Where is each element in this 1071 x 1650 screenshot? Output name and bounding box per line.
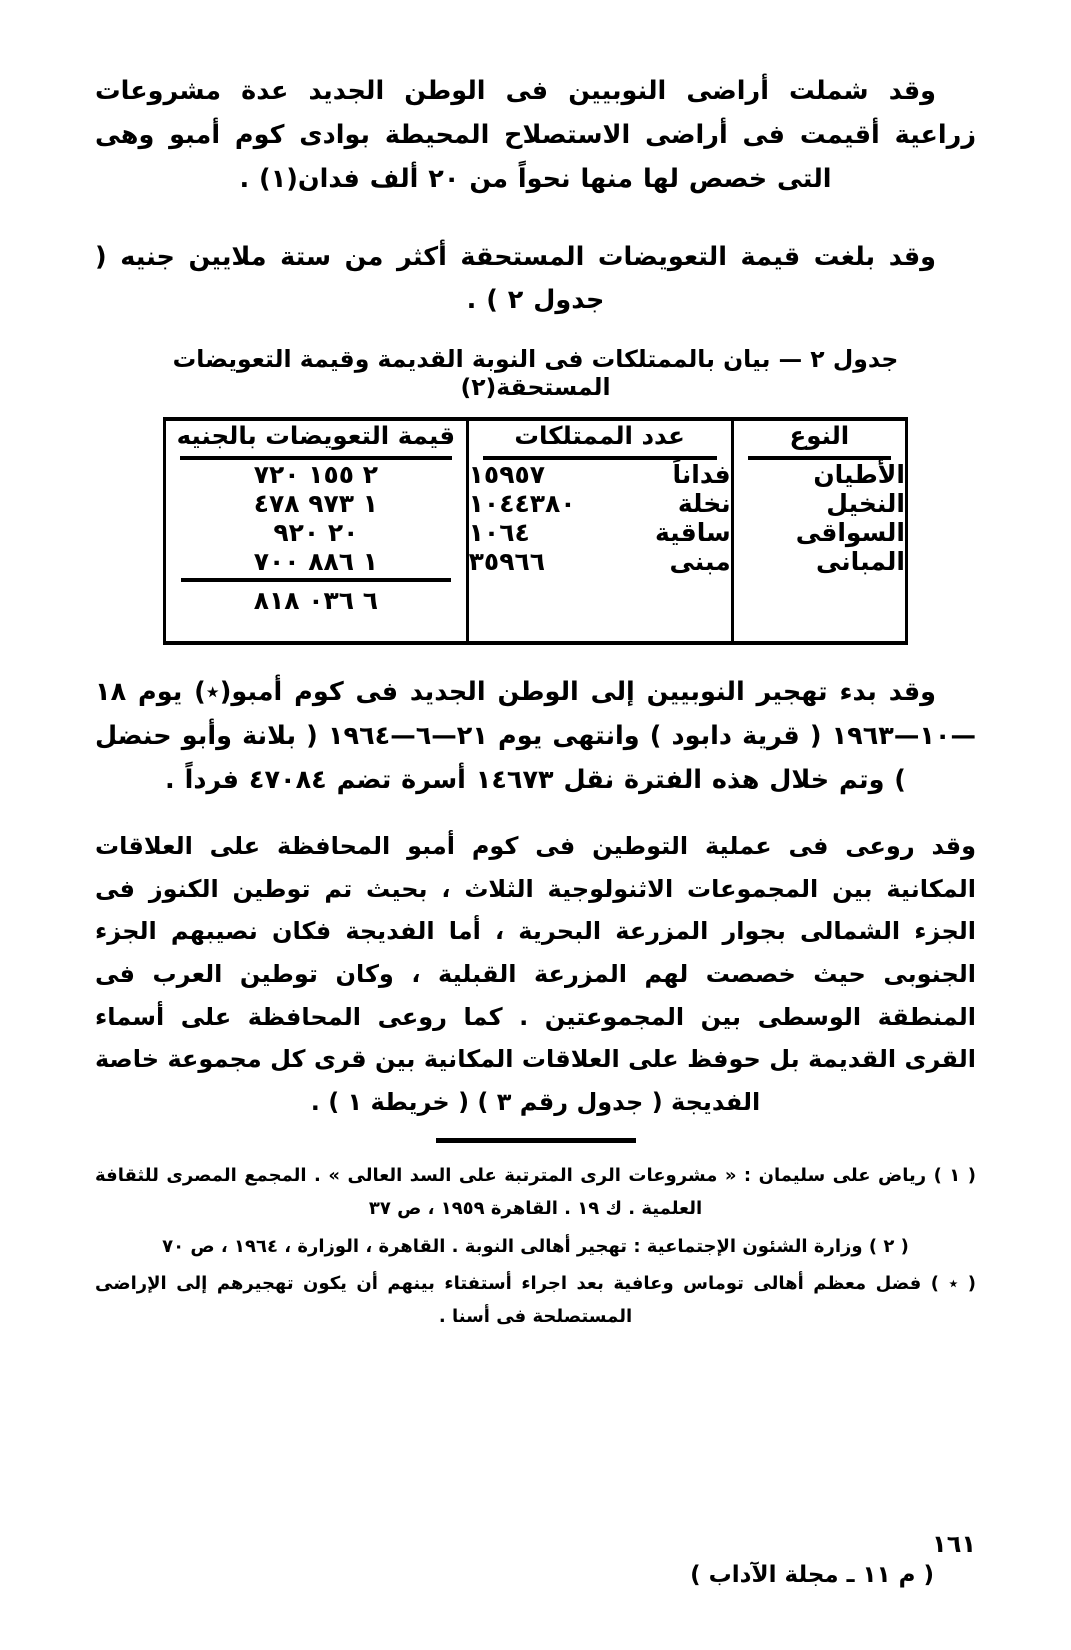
paragraph-3: وقد بدء تهجير النوبيين إلى الوطن الجديد فى كوم أمبو(٭) يوم ١٨—١٠—١٩٦٣ ( قرية دابود ) وانتهى يوم ٢١—٦—١٩٦٤ ( بلانة وأبو حنضل ) وتم خلال هذه الفترة نقل ١٤٦٧٣ أسرة تضم ٤٧٠٨٤ فرداً . [95,677,976,796]
cell-count-number: ٣٥٩٦٦ [468,547,545,577]
spacer-cell-count [467,615,732,641]
footnote-asterisk: ( ٭ ) فضل معظم أهالى توماس وعافية بعد اجراء أستفتاء بينهم أن يكون تهجيرهم إلى الإراضى المستصلحة فى أسنا . [95,1272,976,1328]
cell-value-number: ٢٠ ٩٢٠ [273,518,359,548]
page-number: ١٦١ [932,1530,976,1558]
table-row [166,489,905,518]
cell-value-number: ٢ ١٥٥ ٧٢٠ [253,460,378,490]
cell-type: السواقى [732,518,905,547]
paragraph-1: وقد شملت أراضى النوبيين فى الوطن الجديد عدة مشروعات زراعية أقيمت فى أراضى الاستصلاح المحيطة بوادى كوم أمبو وهى التى خصص لها منها نحواً من ٢٠ ألف فدان(١) . [95,76,976,194]
cell-type: المبانى [732,547,905,576]
footnote-1: ( ١ ) رياض على سليمان : « مشروعات الرى المترتبة على السد العالى » . المجمع المصرى للثقافة العلمية . ك ١٩ . القاهرة ١٩٥٩ ، ص ٣٧ [95,1164,976,1220]
header-count-label: عدد الممتلكات [514,421,685,451]
cell-value [166,547,467,576]
cell-count-number: ١٠٤٤٣٨٠ [468,489,576,519]
cell-count-unit: مبنى [669,547,731,577]
table-row [166,460,905,489]
cell-count [467,489,732,518]
cell-total-type-blank [732,576,905,615]
paragraph-4: وقد روعى فى عملية التوطين فى كوم أمبو المحافظة على العلاقات المكانية بين المجموعات الاثنولوجية الثلاث ، بحيث تم توطين الكنوز فى الجزء الشمالى بجوار المزرعة البحرية ، أما الفديجة فكان نصيبهم الجزء الجنوبى حيث خصصت لهم المزرعة القبلية ، وكان توطين العرب فى المنطقة الوسطى بين المجموعتين . كما روعى المحافظة على أسماء القرى القديمة بل حوفظ على العلاقات المكانية بين قرى كل مجموعة خاصة الفديجة ( جدول رقم ٣ ) ( خريطة ١ ) . [95,831,976,1117]
footnote-divider [436,1138,636,1143]
cell-type: النخيل [732,489,905,518]
header-value [166,421,467,460]
cell-count-unit: نخلة [677,489,731,519]
spacer-cell-value [166,615,467,641]
cell-value-number: ١ ٩٧٣ ٤٧٨ [253,489,378,519]
cell-value [166,489,467,518]
total-number: ٦ ٠٣٦ ٨١٨ [181,578,451,615]
journal-imprint: ( م ١١ ـ مجلة الآداب ) [690,1562,934,1588]
cell-count [467,547,732,576]
footnote-2: ( ٢ ) وزارة الشئون الإجتماعية : تهجير أهالى النوبة . القاهرة ، الوزارة ، ١٩٦٤ ، ص ٧٠ [162,1235,909,1257]
cell-type: الأطيان [732,460,905,489]
cell-total-count-blank [467,576,732,615]
header-count [467,421,732,460]
page-footer [690,1530,976,1588]
properties-table [163,417,908,645]
cell-value [166,518,467,547]
table-total-row [166,576,905,615]
cell-total-value [166,576,467,615]
cell-count-number: ١٠٦٤ [468,518,530,548]
table-row [166,518,905,547]
cell-count-unit: فداناً [672,460,731,490]
cell-value [166,460,467,489]
paragraph-2: وقد بلغت قيمة التعويضات المستحقة أكثر من ستة ملايين جنيه ( جدول ٢ ) . [95,241,936,316]
header-type [732,421,905,460]
cell-count [467,460,732,489]
spacer-cell-type [732,615,905,641]
header-type-label: النوع [789,421,850,451]
header-value-label: قيمة التعويضات بالجنيه [176,421,456,451]
table-caption: جدول ٢ — بيان بالممتلكات فى النوبة القديمة وقيمة التعويضات المستحقة(٢) [172,345,899,402]
cell-count-unit: ساقية [654,518,731,548]
table-spacer-row [166,615,905,641]
footnotes-block [95,1159,976,1333]
cell-count [467,518,732,547]
table-header-row [166,421,905,460]
cell-count-number: ١٥٩٥٧ [468,460,545,490]
cell-value-number: ١ ٨٨٦ ٧٠٠ [253,547,378,577]
table-row [166,547,905,576]
